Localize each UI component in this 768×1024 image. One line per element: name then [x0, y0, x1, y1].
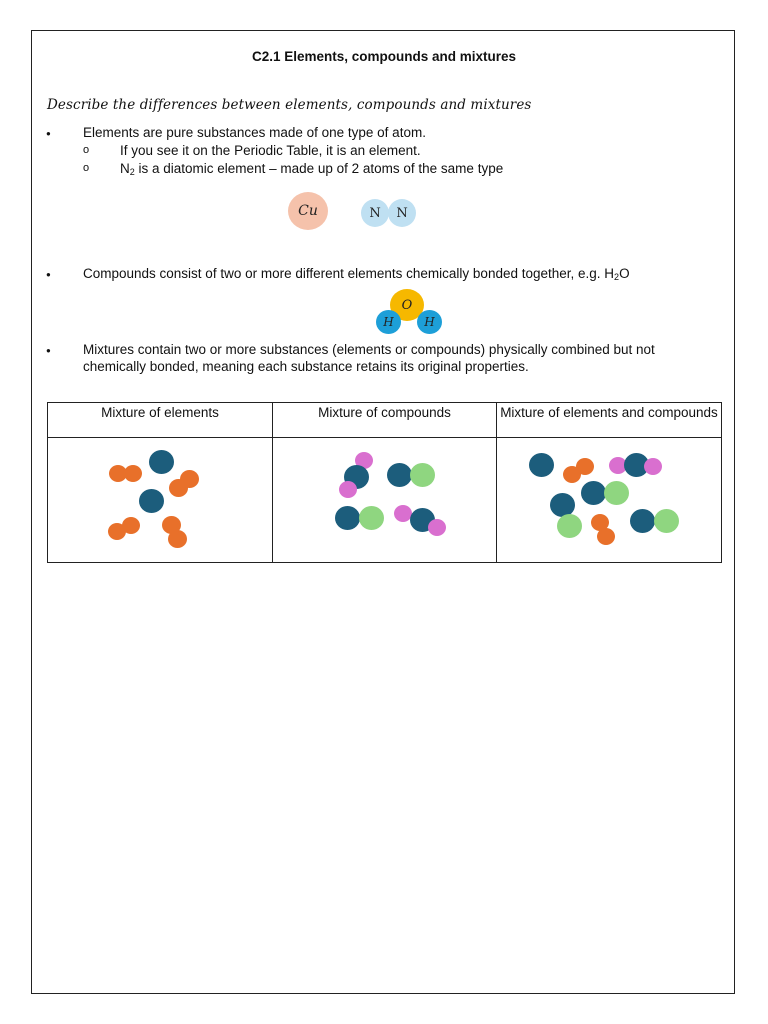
- water-suffix: O: [619, 266, 630, 281]
- pink-particle: [339, 481, 357, 498]
- nitrogen-atom: [361, 199, 389, 227]
- nitrogen-subscript: 2: [129, 167, 135, 177]
- hydrogen-atom: [417, 310, 442, 334]
- compounds-text: Compounds consist of two or more different elements chemically bonded together, e.g. H: [83, 266, 615, 281]
- hydrogen-label: H: [424, 315, 435, 329]
- sub-bullet-marker: o: [83, 144, 90, 156]
- mixtures-bullet-text: Mixtures contain two or more substances (elements or compounds) physically combined but not chemically bonded, meaning each substance retains its original properties.: [83, 342, 655, 374]
- water-subscript: 2: [614, 272, 620, 282]
- orange-particle: [122, 517, 140, 534]
- copper-atom: [288, 192, 328, 230]
- orange-particle: [124, 465, 142, 482]
- blue-particle: [149, 450, 174, 474]
- green-particle: [557, 514, 582, 538]
- blue-particle: [335, 506, 360, 530]
- blue-particle: [139, 489, 164, 513]
- compounds-bullet-text: [83, 265, 713, 284]
- table-header-row: [48, 403, 722, 438]
- hydrogen-atom: [376, 310, 401, 334]
- nitrogen-atom: [388, 199, 416, 227]
- header-mixture-of-compounds: Mixture of compounds: [273, 403, 497, 438]
- pink-particle: [644, 458, 662, 475]
- nitrogen-symbol: N: [120, 161, 130, 176]
- page-title: C2.1 Elements, compounds and mixtures: [251, 49, 517, 64]
- table-diagram-row: [48, 438, 722, 563]
- nitrogen-label: N: [369, 205, 381, 221]
- question-heading: Describe the differences between elements, compounds and mixtures: [47, 97, 532, 113]
- orange-particle: [169, 479, 188, 497]
- blue-particle: [387, 463, 412, 487]
- oxygen-label: O: [401, 297, 413, 313]
- orange-particle: [576, 458, 594, 475]
- elements-bullet-text: Elements are pure substances made of one type of atom.: [83, 125, 426, 140]
- bullet-marker: ●: [46, 129, 51, 138]
- sub-bullet-marker: o: [83, 162, 90, 174]
- bullet-marker: ●: [46, 270, 51, 279]
- orange-particle: [168, 530, 187, 548]
- bullet-marker: ●: [46, 346, 51, 355]
- green-particle: [604, 481, 629, 505]
- worksheet-page: [31, 30, 735, 994]
- pink-particle: [428, 519, 446, 536]
- blue-particle: [529, 453, 554, 477]
- compounds-mixture-cell: [273, 438, 497, 563]
- copper-label: Cu: [298, 203, 318, 219]
- green-particle: [410, 463, 435, 487]
- periodic-table-subpoint: If you see it on the Periodic Table, it is an element.: [120, 143, 421, 158]
- green-particle: [654, 509, 679, 533]
- mixtures-table: [47, 402, 722, 563]
- elements-and-compounds-mixture-cell: [497, 438, 722, 563]
- green-particle: [359, 506, 384, 530]
- diatomic-description: is a diatomic element – made up of 2 atoms of the same type: [134, 161, 504, 176]
- nitrogen-label: N: [396, 205, 408, 221]
- header-mixture-of-elements-and-compounds: Mixture of elements and compounds: [497, 403, 722, 438]
- hydrogen-label: H: [383, 315, 394, 329]
- diatomic-subpoint: [120, 160, 503, 179]
- blue-particle: [581, 481, 606, 505]
- header-mixture-of-elements: Mixture of elements: [48, 403, 273, 438]
- orange-particle: [597, 528, 615, 545]
- elements-mixture-cell: [48, 438, 273, 563]
- blue-particle: [630, 509, 655, 533]
